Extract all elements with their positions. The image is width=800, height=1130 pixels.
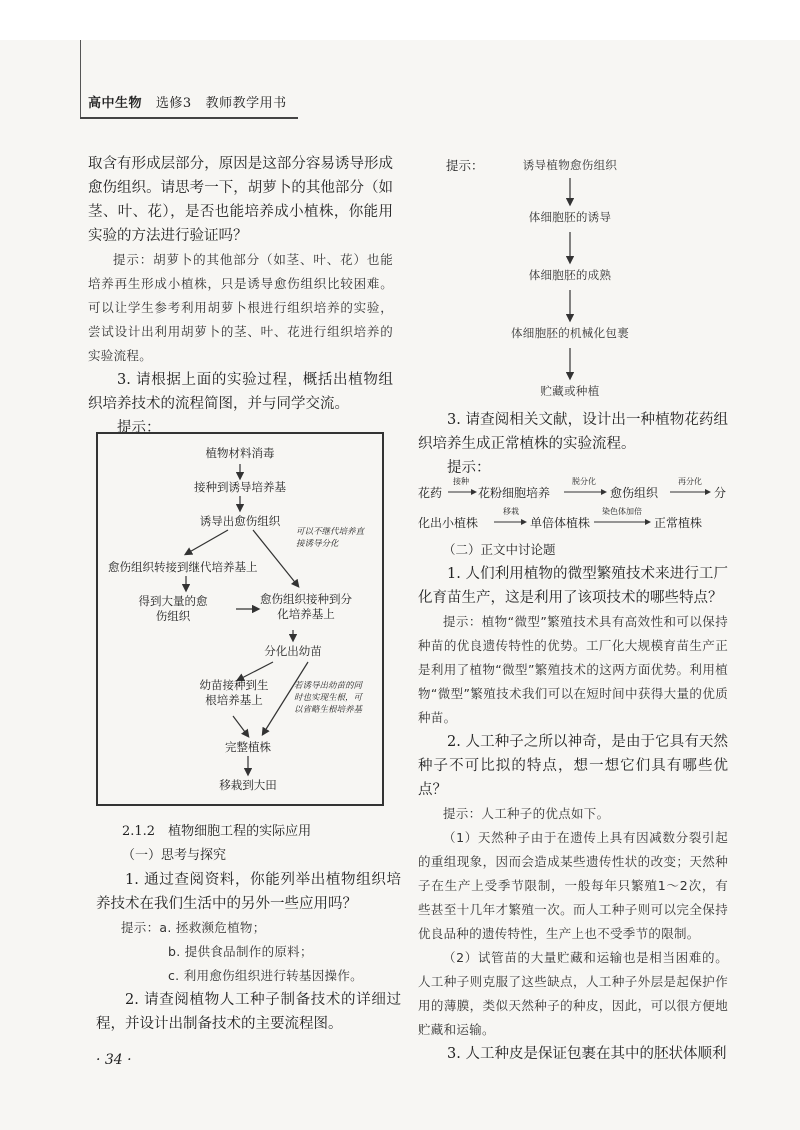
flow-arrow-label: 染色体加倍 xyxy=(602,507,642,516)
flow-node: 体细胞胚的诱导 xyxy=(528,210,612,224)
flow-arrow-label: 接种 xyxy=(453,477,469,486)
flow-node: 幼苗接种到生根培养基上 xyxy=(199,678,269,707)
flow-node: 愈伤组织转接到继代培养基上 xyxy=(108,560,258,574)
hint-line: c. 利用愈伤组织进行转基因操作。 xyxy=(168,968,363,983)
subsection-heading: （一）思考与探究 xyxy=(122,848,227,863)
flow-step: 花药 xyxy=(418,486,443,500)
flow-node: 植物材料消毒 xyxy=(205,446,275,460)
hint-line: b. 提供食品制作的原料； xyxy=(168,944,313,959)
page-number: · 34 · xyxy=(96,1052,132,1068)
flow-node: 诱导出愈伤组织 xyxy=(199,514,281,528)
header-rule xyxy=(80,117,298,119)
left-column-lower xyxy=(96,820,401,1036)
hint-label: 提示： xyxy=(446,158,484,173)
hint-label: 提示： xyxy=(447,460,491,476)
question-1: 1. 通过查阅资料，你能列举出植物组织培养技术在我们生活中的另外一些应用吗？ xyxy=(96,872,401,912)
flow-node: 贮藏或种植 xyxy=(540,384,600,398)
header-module: 选修3 xyxy=(155,96,192,111)
flow-step: 单倍体植株 xyxy=(530,516,591,530)
flow-node: 体细胞胚的成熟 xyxy=(528,268,612,282)
flow-node: 移栽到大田 xyxy=(219,778,277,792)
question-2: 2. 请查阅植物人工种子制备技术的详细过程，并设计出制备技术的主要流程图。 xyxy=(96,992,401,1032)
question-2: 2. 人工种子之所以神奇，是由于它具有天然种子不可比拟的特点，想一想它们具有哪些优点？ xyxy=(418,734,728,798)
question-3: 3. 请根据上面的实验过程，概括出植物组织培养技术的流程简图，并与同学交流。 xyxy=(88,372,393,412)
flow-node: 完整植株 xyxy=(225,740,271,754)
flow-step: 愈伤组织 xyxy=(610,486,659,500)
question-3: 3. 人工种皮是保证包裹在其中的胚状体顺利 xyxy=(447,1046,727,1062)
right-flow-arrows xyxy=(560,170,580,390)
paragraph: 取含有形成层部分，原因是这部分容易诱导形成愈伤组织。请思考一下，胡萝卜的其他部分（如茎、叶、花），是否也能培养成小植株，你能用实验的方法进行验证吗？ xyxy=(88,156,393,244)
flow-step: 花粉细胞培养 xyxy=(478,486,551,500)
flow-note: 可以不继代培养直接诱导分化 xyxy=(296,527,365,549)
section-heading: 2.1.2 植物细胞工程的实际应用 xyxy=(122,824,312,839)
header-rule-vertical xyxy=(80,40,81,118)
anther-flow-arrows xyxy=(418,484,728,534)
flow-node: 愈伤组织接种到分化培养基上 xyxy=(260,592,352,621)
hint-paragraph: 提示：植物“微型”繁殖技术具有高效性和可以保持种苗的优良遗传特性的优势。工厂化大规模育苗生产正是利用了植物“微型”繁殖技术的这两方面优势。利用植物“微型”繁殖技术我们可以在短时间中获得大量的优质种苗。 xyxy=(418,614,728,725)
flow-node: 得到大量的愈伤组织 xyxy=(138,594,208,623)
header-book: 高中生物 xyxy=(88,96,143,111)
header-title: 教师教学用书 xyxy=(205,96,287,111)
hint-line: 提示：a. 拯救濒危植物； xyxy=(121,920,266,935)
right-column-text xyxy=(418,408,728,480)
flowchart-box xyxy=(96,432,384,806)
flow-node: 接种到诱导培养基 xyxy=(194,480,286,494)
hint-label: 提示：人工种子的优点如下。 xyxy=(443,806,610,821)
question-3: 3. 请查阅相关文献，设计出一种植物花药组织培养生成正常植株的实验流程。 xyxy=(418,412,728,452)
question-1: 1. 人们利用植物的微型繁殖技术来进行工厂化育苗生产，这是利用了该项技术的哪些特点？ xyxy=(418,566,728,606)
subsection-heading: （二）正文中讨论题 xyxy=(443,542,556,557)
flow-arrow-label: 脱分化 xyxy=(572,477,596,486)
flow-node: 体细胞胚的机械化包裹 xyxy=(511,326,629,340)
flow-note: 若诱导出幼苗的同时也实现生根，可以省略生根培养基 xyxy=(294,681,363,715)
hint-paragraph: 提示：胡萝卜的其他部分（如茎、叶、花）也能培养再生形成小植株，只是诱导愈伤组织比较困难。可以让学生参考利用胡萝卜根进行组织培养的实验，尝试设计出利用胡萝卜的茎、叶、花进行组织培养的实验流程。 xyxy=(88,252,393,363)
hint-paragraph: （2）试管苗的大量贮藏和运输也是相当困难的。人工种子则克服了这些缺点，人工种子外层是起保护作用的薄膜，类似天然种子的种皮，因此，可以很方便地贮藏和运输。 xyxy=(418,950,728,1037)
flow-step: 正常植株 xyxy=(654,516,703,530)
flow-step: 分 xyxy=(714,486,727,500)
running-header xyxy=(88,92,287,111)
right-column-lower xyxy=(418,538,728,1066)
left-column xyxy=(88,152,393,440)
hint-label: 提示： xyxy=(117,420,161,436)
flow-step: 化出小植株 xyxy=(418,516,479,530)
hint-paragraph: （1）天然种子由于在遗传上具有因减数分裂引起的重组现象，因而会造成某些遗传性状的改变；天然种子在生产上受季节限制，一般每年只繁殖1～2次，有些甚至十几年才繁殖一次。而人工种子则可以完全保持优良品种的遗传特性，生产上也不受季节的限制。 xyxy=(418,830,728,941)
flow-node: 分化出幼苗 xyxy=(264,644,322,658)
flow-arrow-label: 移栽 xyxy=(503,507,519,516)
flow-node: 诱导植物愈伤组织 xyxy=(522,158,618,172)
flow-arrow-label: 再分化 xyxy=(678,477,702,486)
